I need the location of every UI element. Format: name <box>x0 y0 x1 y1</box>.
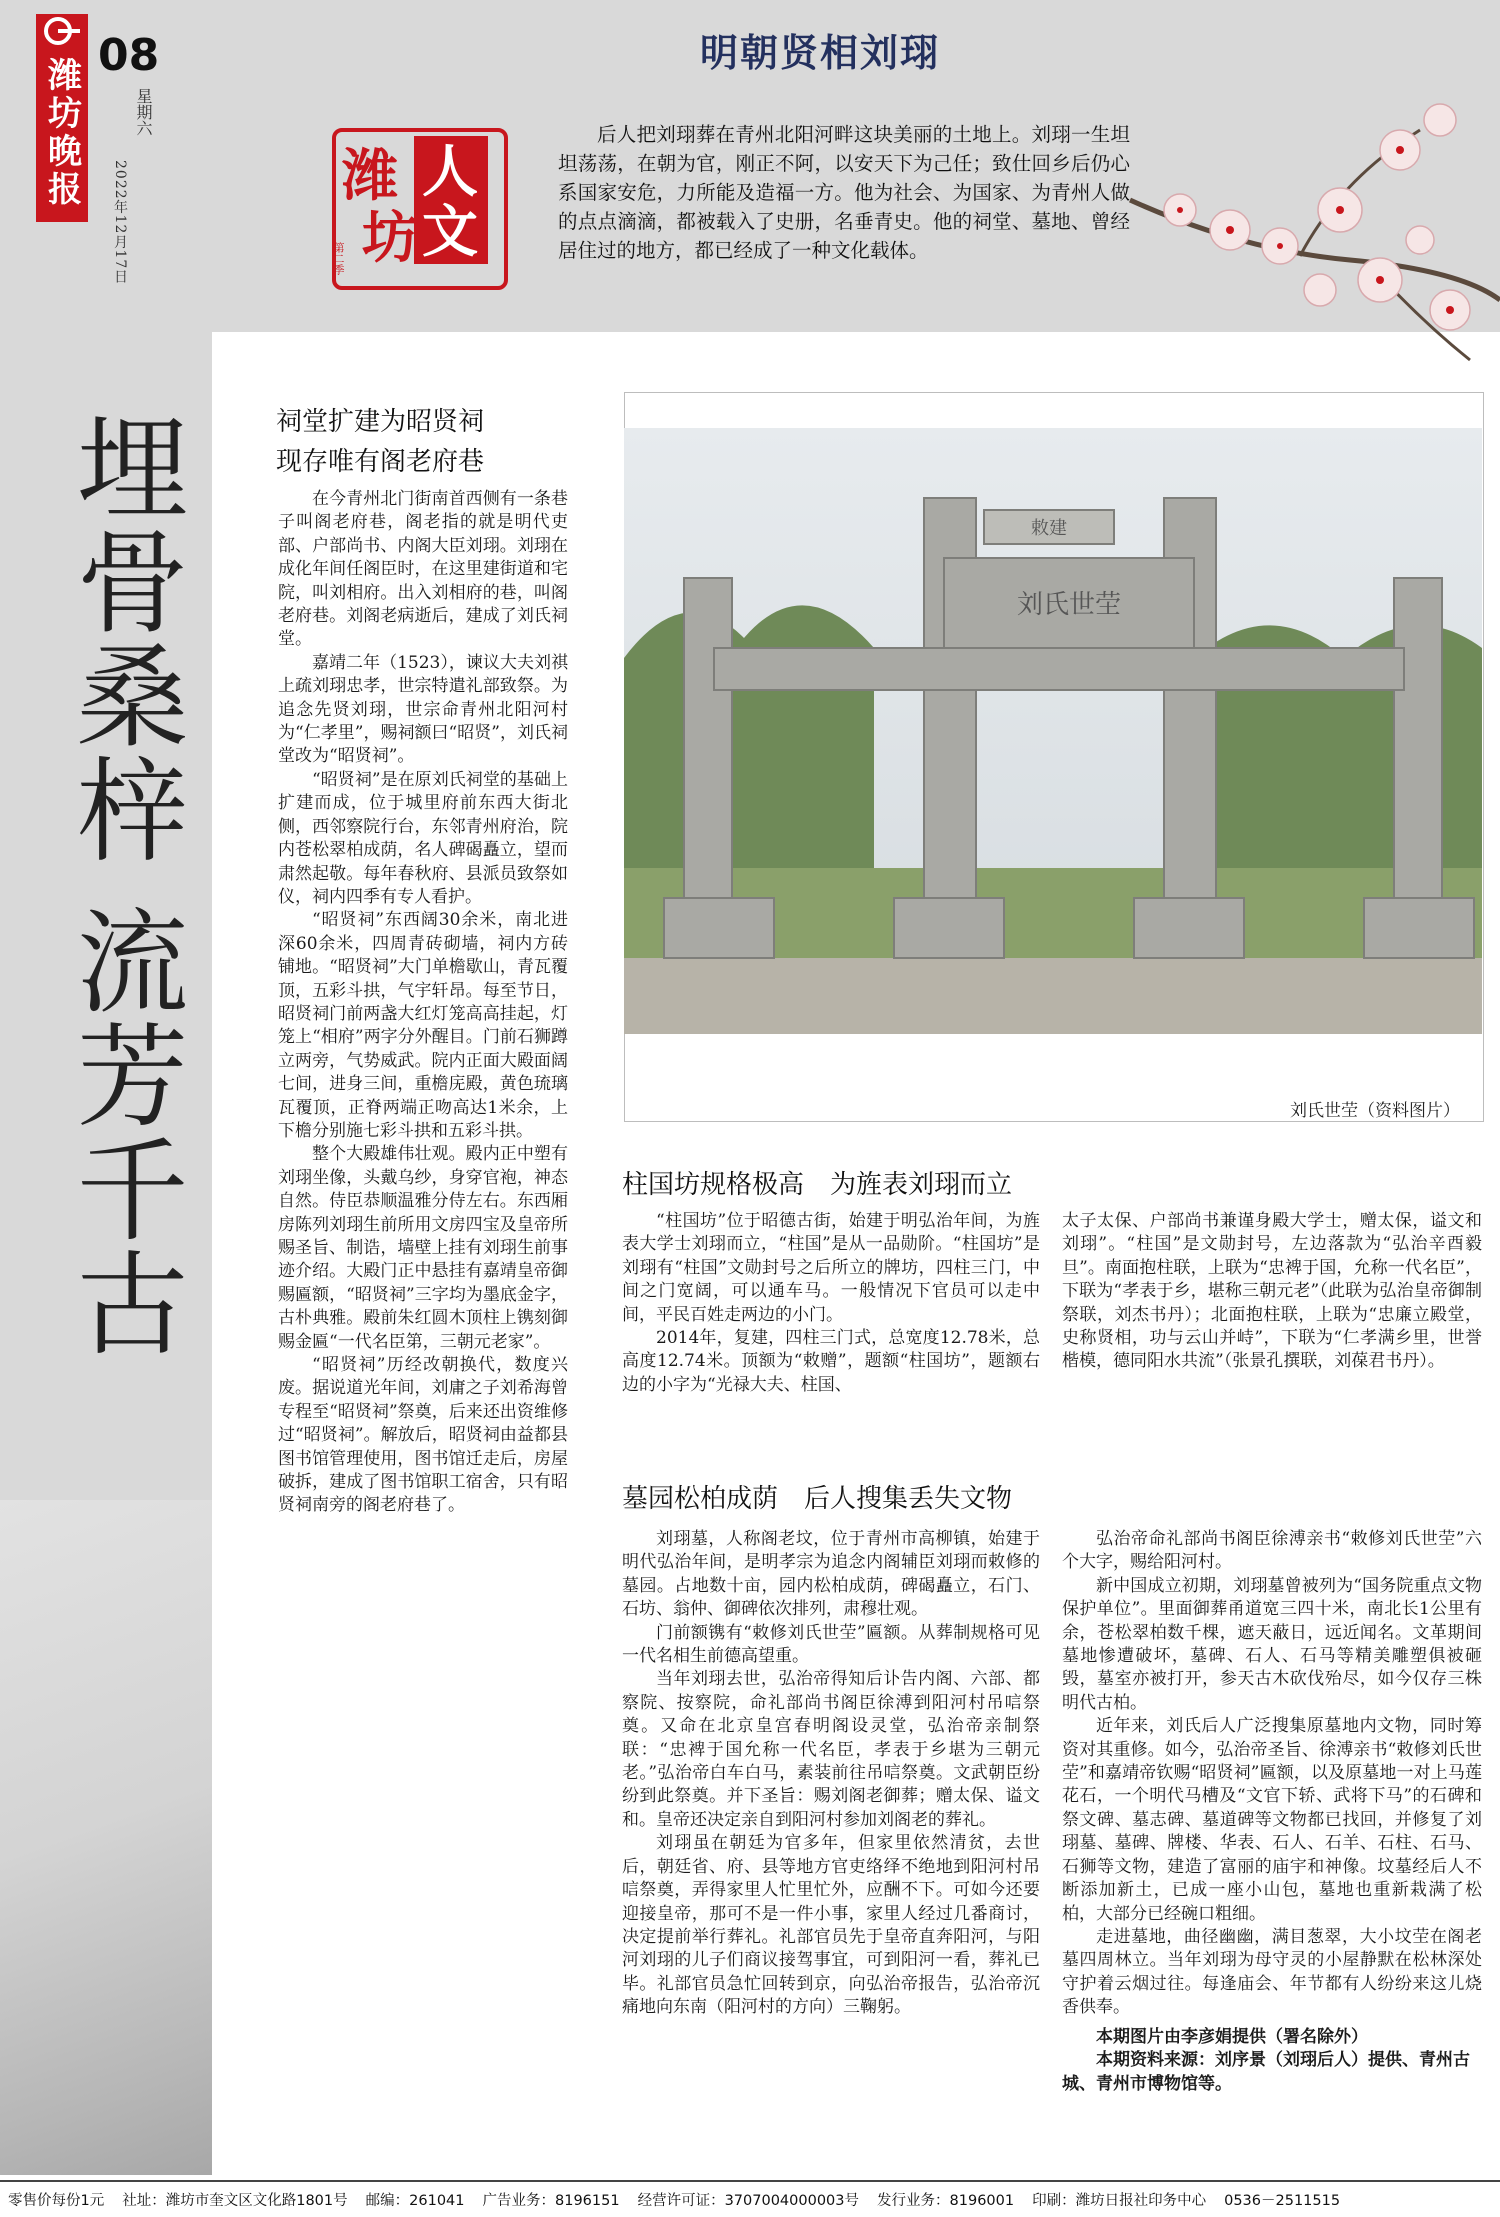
plaque-top-text: 敕建 <box>1031 518 1067 539</box>
section1-title-line2: 现存唯有阁老府巷 <box>276 447 485 477</box>
section3-paragraph: 当年刘珝去世，弘治帝得知后讣告内阁、六部、都察院、按察院，命礼部尚书阁臣徐溥到阳河村吊唁祭奠。又命在北京皇宫春明阁设灵堂，弘治帝亲制祭联：“忠裨于国允称一代名臣，孝表于乡堪为三朝元老。”弘治帝白车白马，素装前往吊唁祭奠。文武朝臣纷纷到此祭奠。并下圣旨：赐刘阁老御葬；赠太保、谥文和。皇帝还决定亲自到阳河村参加刘阁老的葬礼。 <box>622 1669 1040 1830</box>
page-title: 明朝贤相刘珝 <box>699 31 940 75</box>
section2-title: 柱国坊规格极高 为旌表刘珝而立 <box>622 1170 1013 1200</box>
section3-title: 墓园松柏成荫 后人搜集丢失文物 <box>622 1484 1013 1514</box>
footer-address: 社址：潍坊市奎文区文化路1801号 <box>122 2193 348 2209</box>
section3-paragraph: 走进墓地，曲径幽幽，满目葱翠，大小坟茔在阁老墓四周林立。当年刘珝为母守灵的小屋静默在松林深处守护着云烟过往。每逢庙会、年节都有人纷纷来这儿烧香供奉。 <box>1062 1926 1482 2018</box>
intro-paragraph: 后人把刘珝葬在青州北阳河畔这块美丽的土地上。刘珝一生坦坦荡荡，在朝为官，刚正不阿，以安天下为己任；致仕回乡后仍心系国家安危，力所能及造福一方。他为社会、为国家、为青州人做的点点滴滴，都被载入了史册，名垂青史。他的祠堂、墓地、曾经居住过的地方，都已经成了一种文化载体。 <box>558 123 1130 262</box>
footer-phone: 0536－2511515 <box>1224 2193 1341 2209</box>
badge-season: 第二季 <box>332 242 345 275</box>
section3-paragraph: 近年来，刘氏后人广泛搜集原墓地内文物，同时筹资对其重修。如今，弘治帝圣旨、徐溥亲书“敕修刘氏世茔”和嘉靖帝钦赐“昭贤祠”匾额，以及原墓地一对上马莲花石，一个明代马槽及“文官下轿、武将下马”的石碑和祭文碑、墓志碑、墓道碑等文物都已找回，并修复了刘珝墓、墓碑、牌楼、华表、石人、石羊、石柱、石马、石狮等文物，建造了富丽的庙宇和神像。坟墓经后人不断添加新土，已成一座小山包，墓地也重新栽满了松柏，大部分已经碗口粗细。 <box>1062 1716 1482 1924</box>
footer-distribution-phone: 发行业务：8196001 <box>877 2193 1015 2209</box>
footer-postcode: 邮编：261041 <box>365 2193 465 2209</box>
section3-paragraph: 新中国成立初期，刘珝墓曾被列为“国务院重点文物保护单位”。里面御葬甬道宽三四十米，南北长1公里有余，苍松翠柏数千棵，遮天蔽日，远近闻名。文革期间墓地惨遭破坏，墓碑、石人、石马等精美雕塑俱被砸毁，墓室亦被打开，参天古木砍伐殆尽，如今仅存三株明代古柏。 <box>1062 1575 1482 1713</box>
section1-body <box>278 488 568 1758</box>
badge-char-wei: 潍 <box>342 143 398 209</box>
section2-column1 <box>622 1210 1040 1428</box>
section1-paragraph: “昭贤祠”东西阔30余米，南北进深60余米，四周青砖砌墙，祠内方砖铺地。“昭贤祠”大门单檐歇山，青瓦覆顶，五彩斗拱，气宇轩昂。每至节日，昭贤祠门前两盏大红灯笼高高挂起，灯笼上“相府”两字分外醒目。门前石狮蹲立两旁，气势威武。院内正面大殿面阔七间，进身三间，重檐庑殿，黄色琉璃瓦覆顶，正脊两端正吻高达1米余，上下檐分别施七彩斗拱和五彩斗拱。 <box>278 910 568 1141</box>
page-number: 08 <box>98 30 160 81</box>
badge-char-wen: 文 <box>422 199 478 265</box>
credits <box>1062 2026 1482 2096</box>
section3-paragraph: 弘治帝命礼部尚书阁臣徐溥亲书“敕修刘氏世茔”六个大字，赐给阳河村。 <box>1062 1529 1482 1573</box>
plum-blossom-decoration <box>1120 60 1500 370</box>
section1-title <box>276 402 606 482</box>
plaque-main-text: 刘氏世茔 <box>1016 590 1122 620</box>
badge-char-fang: 坊 <box>362 205 418 271</box>
feature-big-title: 埋骨桑梓 流芳千古 <box>58 410 188 1360</box>
section3-column2 <box>1062 1528 1482 2018</box>
source-credit: 本期资料来源：刘序景（刘珝后人）提供、青州古城、青州市博物馆等。 <box>1062 2050 1470 2094</box>
section1-paragraph: “昭贤祠”是在原刘氏祠堂的基础上扩建而成，位于城里府前东西大街北侧，西邻察院行台，东邻青州府治，院内苍松翠柏成荫，名人碑碣矗立，望而肃然起敬。每年春秋府、县派员致祭如仪，祠内四季有专人看护。 <box>278 769 568 907</box>
footer-printer: 印刷：潍坊日报社印务中心 <box>1032 2193 1207 2209</box>
brand-swirl-icon <box>40 16 84 46</box>
section3-column1 <box>622 1528 1040 2118</box>
section2-paragraph: 2014年，复建，四柱三门式，总宽度12.78米，总高度12.74米。顶额为“敕赠”，题额“柱国坊”，题额右边的小字为“光禄大夫、柱国、 <box>622 1328 1040 1395</box>
section3-paragraph: 刘珝墓，人称阁老坟，位于青州市高柳镇，始建于明代弘治年间，是明孝宗为追念内阁辅臣刘珝而敕修的墓园。占地数十亩，园内松柏成荫，碑碣矗立，石门、石坊、翁仲、御碑依次排列，肃穆壮观。 <box>622 1529 1040 1620</box>
badge-char-ren: 人 <box>422 139 478 205</box>
column-badge <box>322 118 512 294</box>
issue-date: 2022年12月17日 <box>112 160 128 285</box>
brand-name: 潍坊晚报 <box>41 57 82 209</box>
footer-price: 零售价每份1元 <box>8 2193 105 2209</box>
footer-ad-phone: 广告业务：8196151 <box>482 2193 620 2209</box>
section1-paragraph: 嘉靖二年（1523），谏议大夫刘祺上疏刘珝忠孝，世宗特遣礼部致祭。为追念先贤刘珝，世宗命青州北阳河村为“仁孝里”，赐祠额曰“昭贤”，刘氏祠堂改为“昭贤祠”。 <box>278 652 568 767</box>
section3-paragraph: 刘珝虽在朝廷为官多年，但家里依然清贫，去世后，朝廷省、府、县等地方官吏络绎不绝地到阳河村吊唁祭奠，弄得家里人忙里忙外，应酬不下。可如今还要迎接皇帝，那可不是一件小事，家里人经过几番商讨，决定提前举行葬礼。礼部官员先于皇帝直奔阳河，与阳河刘珝的儿子们商议接驾事宜，可到阳河一看，葬礼已毕。礼部官员急忙回转到京，向弘治帝报告，弘治帝沉痛地向东南（阳河村的方向）三鞠躬。 <box>622 1833 1040 2018</box>
section2-column2 <box>1062 1210 1482 1438</box>
section1-paragraph: “昭贤祠”历经改朝换代，数度兴废。据说道光年间，刘庸之子刘希海曾专程至“昭贤祠”祭奠，后来还出资维修过“昭贤祠”。解放后，昭贤祠由益都县图书馆管理使用，图书馆迁走后，房屋破拆，建成了图书馆职工宿舍，只有昭贤祠南旁的阁老府巷了。 <box>278 1355 568 1516</box>
section1-paragraph: 整个大殿雄伟壮观。殿内正中塑有刘珝坐像，头戴乌纱，身穿官袍，神态自然。侍臣恭顺温雅分侍左右。东西厢房陈列刘珝生前所用文房四宝及皇帝所赐圣旨、制诰，墙壁上挂有刘珝生前事迹介绍。大殿门正中悬挂有嘉靖皇帝御赐匾额，“昭贤祠”三字均为墨底金字，古朴典雅。殿前朱红圆木顶柱上镌刻御赐金匾“一代名臣第，三朝元老家”。 <box>278 1144 568 1352</box>
section1-title-line1: 祠堂扩建为昭贤祠 <box>276 407 485 437</box>
weekday: 星期六 <box>134 88 153 136</box>
footer-license: 经营许可证：3707004000003号 <box>637 2193 860 2209</box>
section1-paragraph: 在今青州北门街南首西侧有一条巷子叫阁老府巷，阁老指的就是明代吏部、户部尚书、内阁大臣刘珝。刘珝在成化年间任阁臣时，在这里建街道和宅院，叫刘相府。出入刘相府的巷，叫阁老府巷。刘阁老病逝后，建成了刘氏祠堂。 <box>278 489 568 650</box>
section3-paragraph: 门前额镌有“敕修刘氏世茔”匾额。从葬制规格可见一代名相生前德高望重。 <box>622 1622 1040 1667</box>
memorial-archway-photo <box>624 428 1482 1034</box>
page-footer <box>0 2180 1500 2217</box>
photo-caption: 刘氏世茔（资料图片） <box>1290 1101 1460 1121</box>
section2-paragraph: “柱国坊”位于昭德古街，始建于明弘治年间，为旌表大学士刘珝而立，“柱国”是从一品勋阶。“柱国坊”是刘珝有“柱国”文勋封号之后所立的牌坊，四柱三门，中间之门宽阔，可以通车马。一般情况下官员可以走中间，平民百姓走两边的小门。 <box>622 1211 1040 1325</box>
photo-credit: 本期图片由李彦娟提供（署名除外） <box>1096 2027 1368 2047</box>
section2-paragraph: 太子太保、户部尚书兼谨身殿大学士，赠太保，谥文和刘珝”。“柱国”是文勋封号，左边落款为“弘治辛酉毅旦”。南面抱柱联，上联为“忠裨于国，允称一代名臣”，下联为“孝表于乡，堪称三朝元老”（此联为弘治皇帝御制祭联，刘杰书丹）；北面抱柱联，上联为“忠廉立殿堂，史称贤相，功与云山并峙”，下联为“仁孝满乡里，世誉楷模，德同阳水共流”（张景孔撰联，刘葆君书丹）。 <box>1062 1211 1482 1372</box>
